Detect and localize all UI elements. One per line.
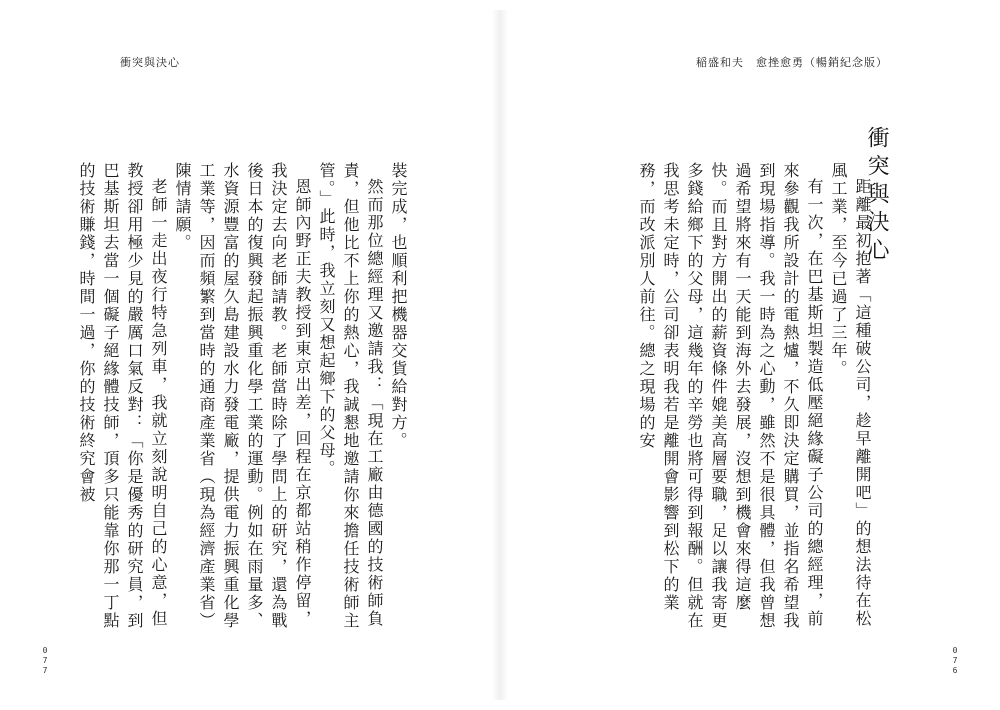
page-number-digit: 7 xyxy=(42,656,48,665)
chapter-title: 衝突與決心 xyxy=(864,126,889,266)
left-page xyxy=(30,10,500,700)
paragraph-left-3: 恩師內野正夫教授到東京出差，回程在京都站稍作停留，我決定去向老師請教。老師當時除了學問上的研究，還為戰後日本的復興發起振興重化學工業的運動。例如在雨量多、水資源豐富的屋久島建設水力發電廠，提供電力振興重化學工業等，因而頻繁到當時的通商產業省（現為經濟產業省）陳情請願。 xyxy=(173,162,312,630)
page-number-right xyxy=(950,646,960,676)
running-head-right: 稲盛和夫 愈挫愈勇（暢銷紀念版） xyxy=(696,56,888,69)
paragraph-left-1: 裝完成，也順利把機器交貨給對方。 xyxy=(389,162,408,450)
right-page xyxy=(500,10,970,700)
page-number-digit: 6 xyxy=(952,666,958,675)
page-number-digit: 0 xyxy=(952,646,958,655)
paragraph-left-4: 老師一走出夜行特急列車，我就立刻說明自己的心意，但教授卻用極少見的嚴厲口氣反對：「你是優秀的研究員，到巴基斯坦去當一個礙子絕緣體技師，頂多只能靠你那一丁點的技術賺錢，時間一過，你的技術終究會被 xyxy=(77,162,168,630)
page-number-digit: 7 xyxy=(952,656,958,665)
paragraph-right-1: 距離最初抱著「這種破公司，趁早離開吧」的想法待在松風工業，至今已過了三年。 xyxy=(829,162,872,628)
paragraph-right-2: 有一次，在巴基斯坦製造低壓絕緣礙子公司的總經理，前來參觀我所設計的電熱爐，不久即決定購買，並指名希望我到現場指導。我一時為之心動，雖然不是很具體，但我曾想過希望將來有一天能到海外去發展，沒想到機會來得這麼快。而且對方開出的薪資條件媲美高層要職，足以讓我寄更多錢給鄉下的父母，這幾年的辛勞也將可得到報酬。但就在我思考未定時，公司卻表明我若是離開會影響到松下的業務，而改派別人前往。總之現場的安 xyxy=(637,162,824,630)
paragraph-left-2: 然而那位總經理又邀請我：「現在工廠由德國的技術師負責，但他比不上你的熱心，我誠懇地邀請你來擔任技術師主管。」此時，我立刻又想起鄉下的父母。 xyxy=(317,162,384,630)
book-spread xyxy=(30,10,970,700)
body-text-right xyxy=(634,162,874,632)
body-text-left xyxy=(74,162,410,632)
page-number-digit: 0 xyxy=(42,646,48,655)
page-number-digit: 7 xyxy=(42,666,48,675)
running-head-left: 衝突與決心 xyxy=(120,56,180,69)
page-number-left xyxy=(40,646,50,676)
